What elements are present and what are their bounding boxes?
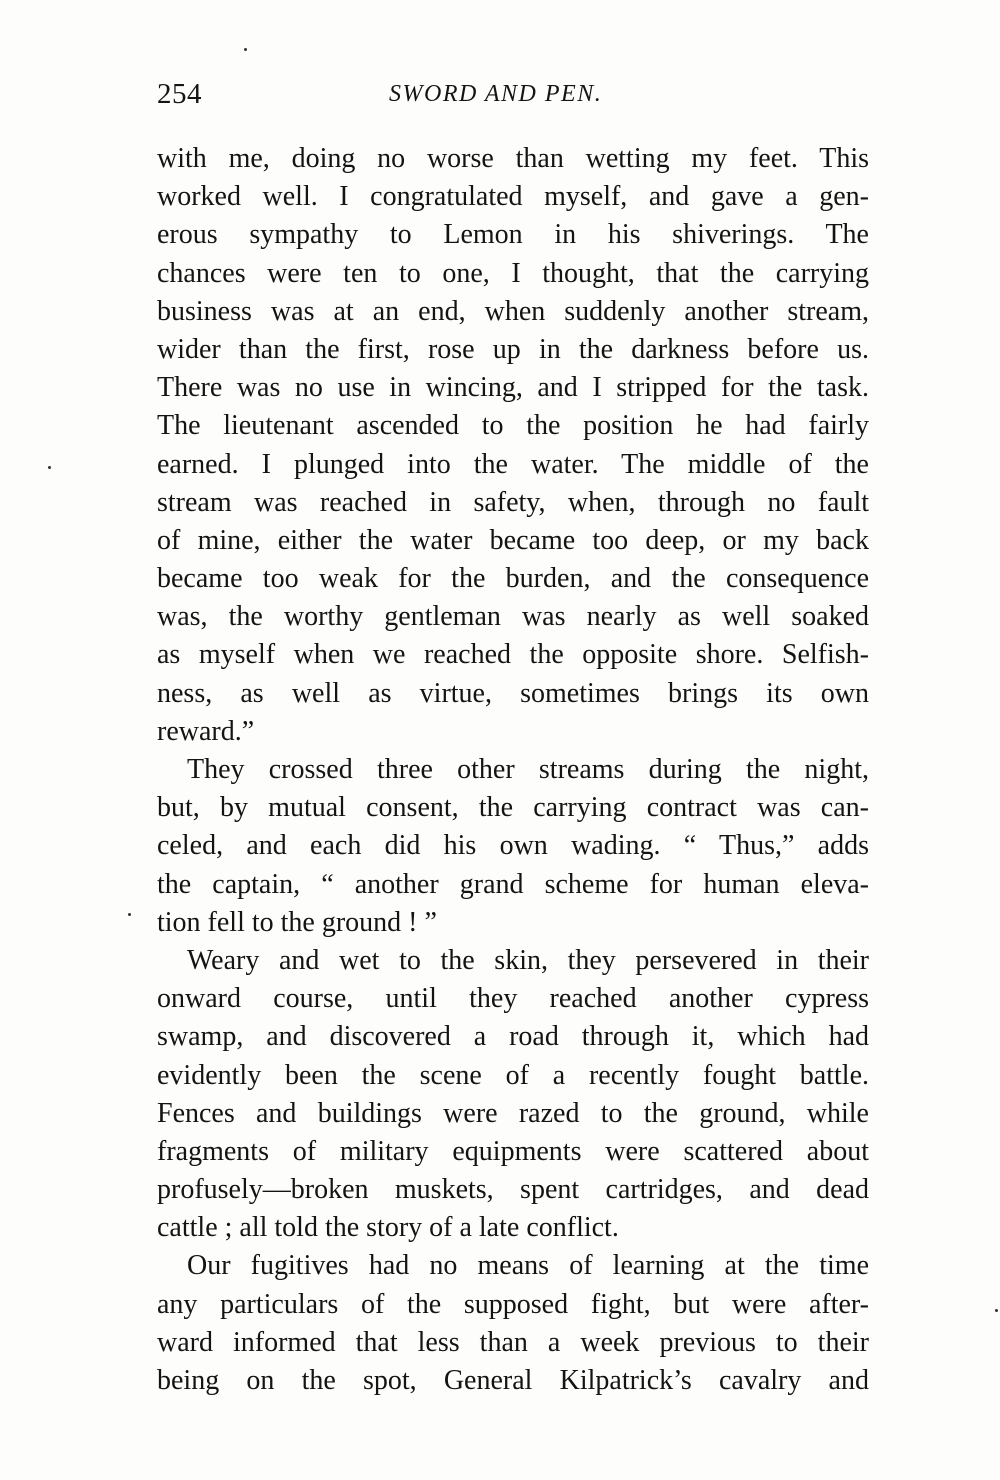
- paragraph: [157, 942, 869, 1248]
- paragraph: [157, 140, 869, 751]
- text-line: profusely—broken muskets, spent cartridges, and dead: [157, 1174, 869, 1206]
- text-line: business was at an end, when suddenly another stream,: [157, 295, 869, 327]
- text-line: erous sympathy to Lemon in his shiverings. The: [157, 219, 869, 251]
- text-line: celed, and each did his own wading. “ Thus,” adds: [157, 830, 869, 862]
- paragraph: [157, 1247, 869, 1400]
- text-line: They crossed three other streams during the night,: [187, 754, 869, 785]
- text-line: earned. I plunged into the water. The middle of the: [157, 448, 869, 480]
- text-line: Fences and buildings were razed to the ground, while: [157, 1097, 869, 1129]
- text-line: wider than the first, rose up in the darkness before us.: [157, 333, 869, 365]
- text-line: but, by mutual consent, the carrying contract was can-: [157, 792, 869, 824]
- text-line: There was no use in wincing, and I stripped for the task.: [157, 372, 869, 404]
- paragraph: [157, 751, 869, 942]
- text-line: fragments of military equipments were scattered about: [157, 1135, 869, 1167]
- text-line: was, the worthy gentleman was nearly as well soaked: [157, 601, 869, 633]
- text-line: of mine, either the water became too deep, or my back: [157, 524, 869, 556]
- text-line: with me, doing no worse than wetting my feet. This: [157, 143, 869, 174]
- text-line: stream was reached in safety, when, through no fault: [157, 486, 869, 518]
- text-line: cattle ; all told the story of a late conflict.: [157, 1212, 619, 1244]
- print-speck: [48, 466, 51, 469]
- print-speck: [995, 1309, 998, 1312]
- text-line: the captain, “ another grand scheme for human eleva-: [157, 868, 869, 900]
- body-text: [157, 140, 869, 1400]
- text-line: being on the spot, General Kilpatrick’s cavalry and: [157, 1365, 869, 1396]
- print-speck: [244, 48, 247, 51]
- text-line: Weary and wet to the skin, they persevered in their: [187, 944, 869, 976]
- text-line: evidently been the scene of a recently fought battle.: [157, 1059, 869, 1091]
- text-line: worked well. I congratulated myself, and gave a gen-: [157, 181, 869, 213]
- text-line: chances were ten to one, I thought, that the carrying: [157, 257, 869, 289]
- text-line: as myself when we reached the opposite shore. Selfish-: [157, 639, 869, 671]
- text-line: ward informed that less than a week previous to their: [157, 1326, 869, 1358]
- print-speck: [128, 913, 131, 916]
- text-line: became too weak for the burden, and the consequence: [157, 563, 869, 595]
- page-header: [157, 78, 857, 114]
- text-line: any particulars of the supposed fight, but were after-: [157, 1288, 869, 1320]
- text-line: ness, as well as virtue, sometimes brings its own: [157, 677, 869, 709]
- page-number: 254: [157, 78, 202, 110]
- text-line: The lieutenant ascended to the position he had fairly: [157, 410, 869, 442]
- running-title: SWORD AND PEN.: [389, 81, 603, 107]
- text-line: Our fugitives had no means of learning at the time: [187, 1250, 869, 1282]
- text-line: onward course, until they reached another cypress: [157, 983, 869, 1015]
- text-line: reward.”: [157, 715, 255, 747]
- text-line: tion fell to the ground ! ”: [157, 906, 437, 938]
- text-line: swamp, and discovered a road through it, which had: [157, 1021, 869, 1053]
